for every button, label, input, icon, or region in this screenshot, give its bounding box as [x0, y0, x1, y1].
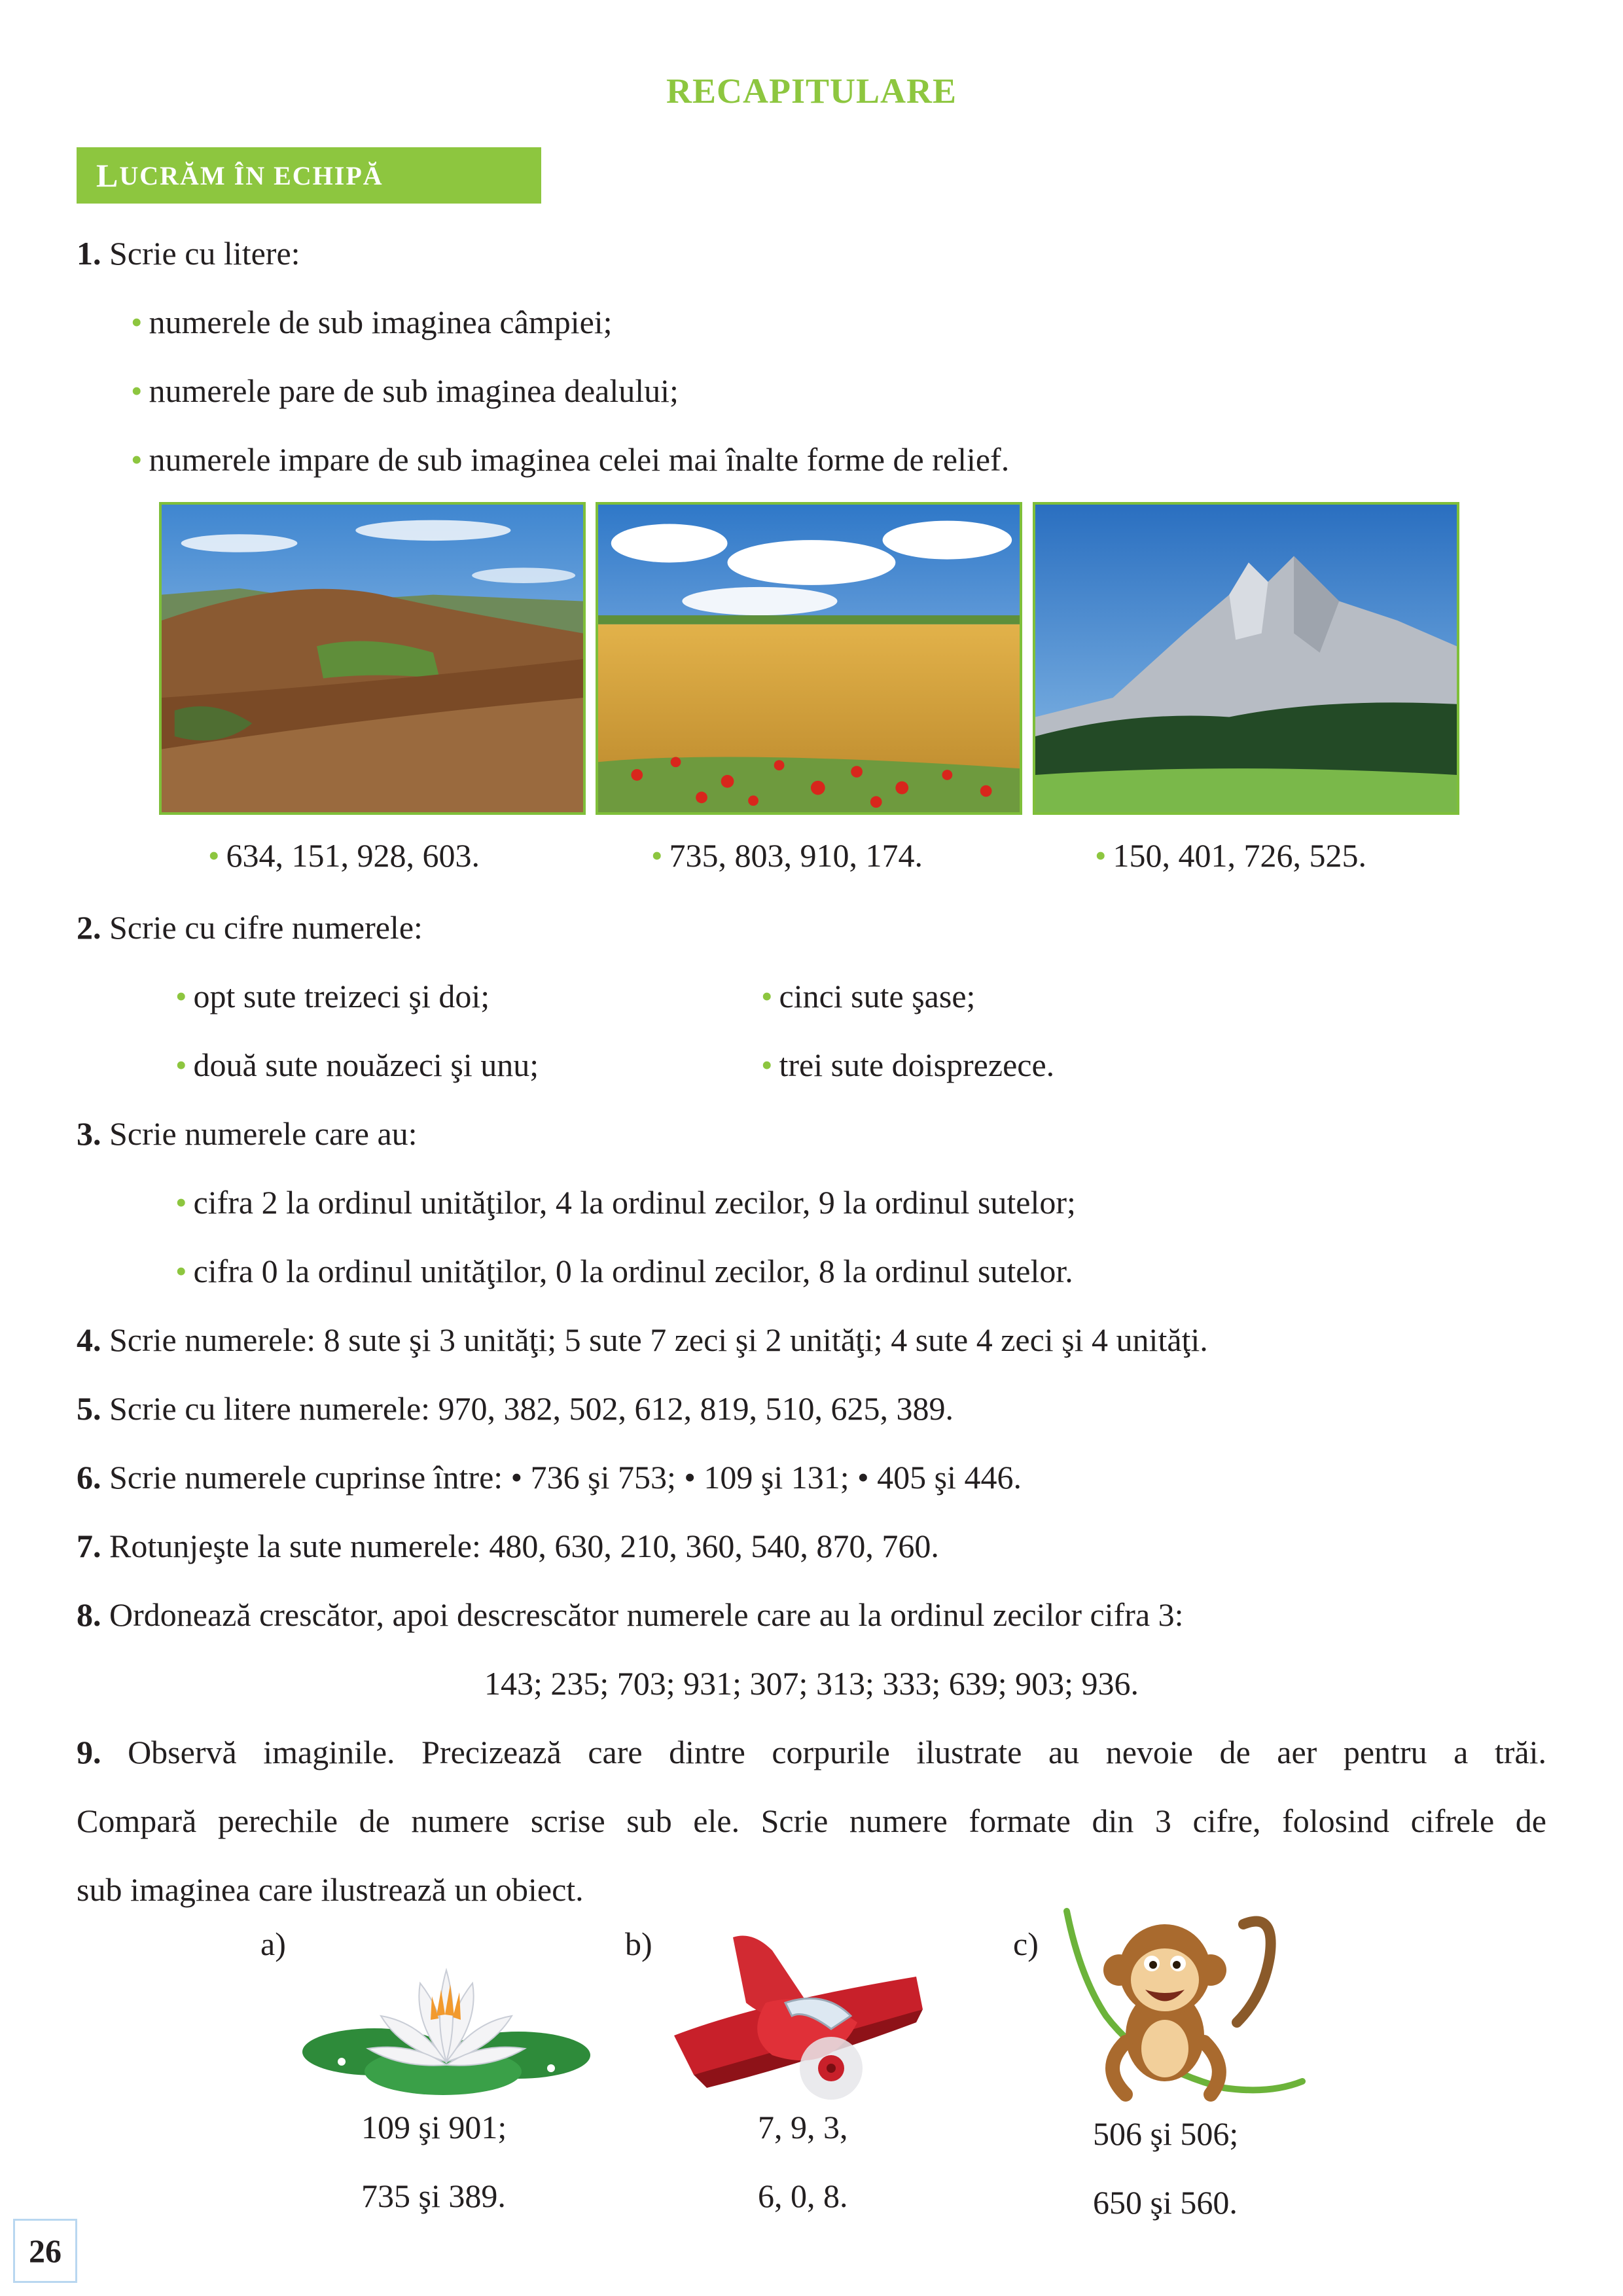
- exercise-5-text: Scrie cu litere numerele: 970, 382, 502, 612, 819, 510, 625, 389.: [109, 1390, 954, 1427]
- exercise-7-number: 7.: [77, 1528, 101, 1564]
- bullet-dot-icon: •: [175, 1184, 187, 1221]
- exercise-4-number: 4.: [77, 1321, 101, 1358]
- exercise-9-line-2: Compară perechile de numere scrise sub ele. Scrie numere formate din 3 cifre, folosind cifrele de: [77, 1803, 1546, 1839]
- water-lily-illustration: [302, 1964, 590, 2101]
- exercise-1-bullet: • numerele de sub imaginea câmpiei;: [131, 304, 613, 340]
- item-a-label: a): [260, 1926, 286, 1962]
- exercise-4: [77, 1323, 1208, 1356]
- exercise-9-number: 9.: [77, 1734, 101, 1770]
- hill-caption: • 634, 151, 928, 603.: [208, 837, 480, 874]
- exercise-8-number: 8.: [77, 1596, 101, 1633]
- exercise-2-text: Scrie cu cifre numerele:: [109, 909, 423, 946]
- section-banner: [77, 147, 541, 204]
- exercise-8: [77, 1598, 1184, 1631]
- item-b-line-2: 6, 0, 8.: [758, 2178, 848, 2214]
- field-photo: [596, 502, 1022, 815]
- item-b-line-1: 7, 9, 3,: [758, 2109, 848, 2145]
- item-c-label: c): [1013, 1926, 1039, 1962]
- exercise-5-number: 5.: [77, 1390, 101, 1427]
- bullet-dot-icon: •: [208, 837, 220, 874]
- exercise-2-bullet: • cinci sute şase;: [761, 978, 976, 1014]
- exercise-1-bullet: • numerele impare de sub imaginea celei mai înalte forme de relief.: [131, 441, 1010, 478]
- item-c-line-2: 650 şi 560.: [1093, 2184, 1238, 2221]
- mountain-photo: [1033, 502, 1459, 815]
- bullet-dot-icon: •: [131, 441, 143, 478]
- exercise-2-bullet: • trei sute doisprezece.: [761, 1047, 1055, 1083]
- exercise-3-number: 3.: [77, 1115, 101, 1152]
- exercise-1-number: 1.: [77, 235, 101, 272]
- exercise-2: [77, 911, 423, 944]
- exercise-5: [77, 1392, 954, 1425]
- exercise-7: [77, 1530, 939, 1562]
- exercise-3-bullet: • cifra 2 la ordinul unităţilor, 4 la ordinul zecilor, 9 la ordinul sutelor;: [175, 1184, 1076, 1221]
- exercise-1: [77, 237, 300, 270]
- banner-initial: L: [96, 157, 120, 194]
- bullet-dot-icon: •: [175, 1253, 187, 1289]
- exercise-8-numbers: 143; 235; 703; 931; 307; 313; 333; 639; 903; 936.: [484, 1665, 1139, 1702]
- item-a-line-1: 109 şi 901;: [361, 2109, 507, 2145]
- mountain-caption: • 150, 401, 726, 525.: [1095, 837, 1367, 874]
- exercise-3-bullet: • cifra 0 la ordinul unităţilor, 0 la ordinul zecilor, 8 la ordinul sutelor.: [175, 1253, 1073, 1289]
- banner-text: UCRĂM ÎN ECHIPĂ: [119, 160, 383, 190]
- exercise-2-bullet: • opt sute treizeci şi doi;: [175, 978, 490, 1014]
- exercise-3: [77, 1117, 418, 1150]
- monkey-illustration: [1054, 1898, 1315, 2108]
- item-c-line-1: 506 şi 506;: [1093, 2115, 1239, 2152]
- bullet-dot-icon: •: [1095, 837, 1107, 874]
- field-caption: • 735, 803, 910, 174.: [651, 837, 923, 874]
- bullet-dot-icon: •: [761, 978, 773, 1014]
- exercise-3-text: Scrie numerele care au:: [109, 1115, 418, 1152]
- item-a-line-2: 735 şi 389.: [361, 2178, 506, 2214]
- page-title: RECAPITULARE: [666, 71, 957, 111]
- bullet-dot-icon: •: [175, 978, 187, 1014]
- exercise-6-number: 6.: [77, 1459, 101, 1496]
- exercise-4-text: Scrie numerele: 8 sute şi 3 unităţi; 5 sute 7 zeci şi 2 unităţi; 4 sute 4 zeci şi 4 unităţi.: [109, 1321, 1208, 1358]
- exercise-9-line-3: sub imaginea care ilustrează un obiect.: [77, 1871, 584, 1908]
- exercise-8-text: Ordonează crescător, apoi descrescător numerele care au la ordinul zecilor cifra 3:: [109, 1596, 1184, 1633]
- bullet-dot-icon: •: [761, 1047, 773, 1083]
- item-b-label: b): [625, 1926, 652, 1962]
- bullet-dot-icon: •: [651, 837, 663, 874]
- exercise-1-bullet: • numerele pare de sub imaginea dealului;: [131, 372, 679, 409]
- hill-photo: [159, 502, 586, 815]
- exercise-2-bullet: • două sute nouăzeci şi unu;: [175, 1047, 539, 1083]
- exercise-1-text: Scrie cu litere:: [109, 235, 300, 272]
- exercise-2-number: 2.: [77, 909, 101, 946]
- exercise-7-text: Rotunjeşte la sute numerele: 480, 630, 210, 360, 540, 870, 760.: [109, 1528, 939, 1564]
- exercise-6: [77, 1461, 1022, 1494]
- exercise-6-text: Scrie numerele cuprinse între: • 736 şi 753; • 109 şi 131; • 405 şi 446.: [109, 1459, 1022, 1496]
- bullet-dot-icon: •: [175, 1047, 187, 1083]
- exercise-9-line-1: 9. Observă imaginile. Precizează care dintre corpurile ilustrate au nevoie de aer pentru a trăi.: [77, 1734, 1547, 1770]
- bullet-dot-icon: •: [131, 304, 143, 340]
- page-number: 26: [13, 2219, 77, 2283]
- airplane-illustration: [668, 1924, 929, 2108]
- bullet-dot-icon: •: [131, 372, 143, 409]
